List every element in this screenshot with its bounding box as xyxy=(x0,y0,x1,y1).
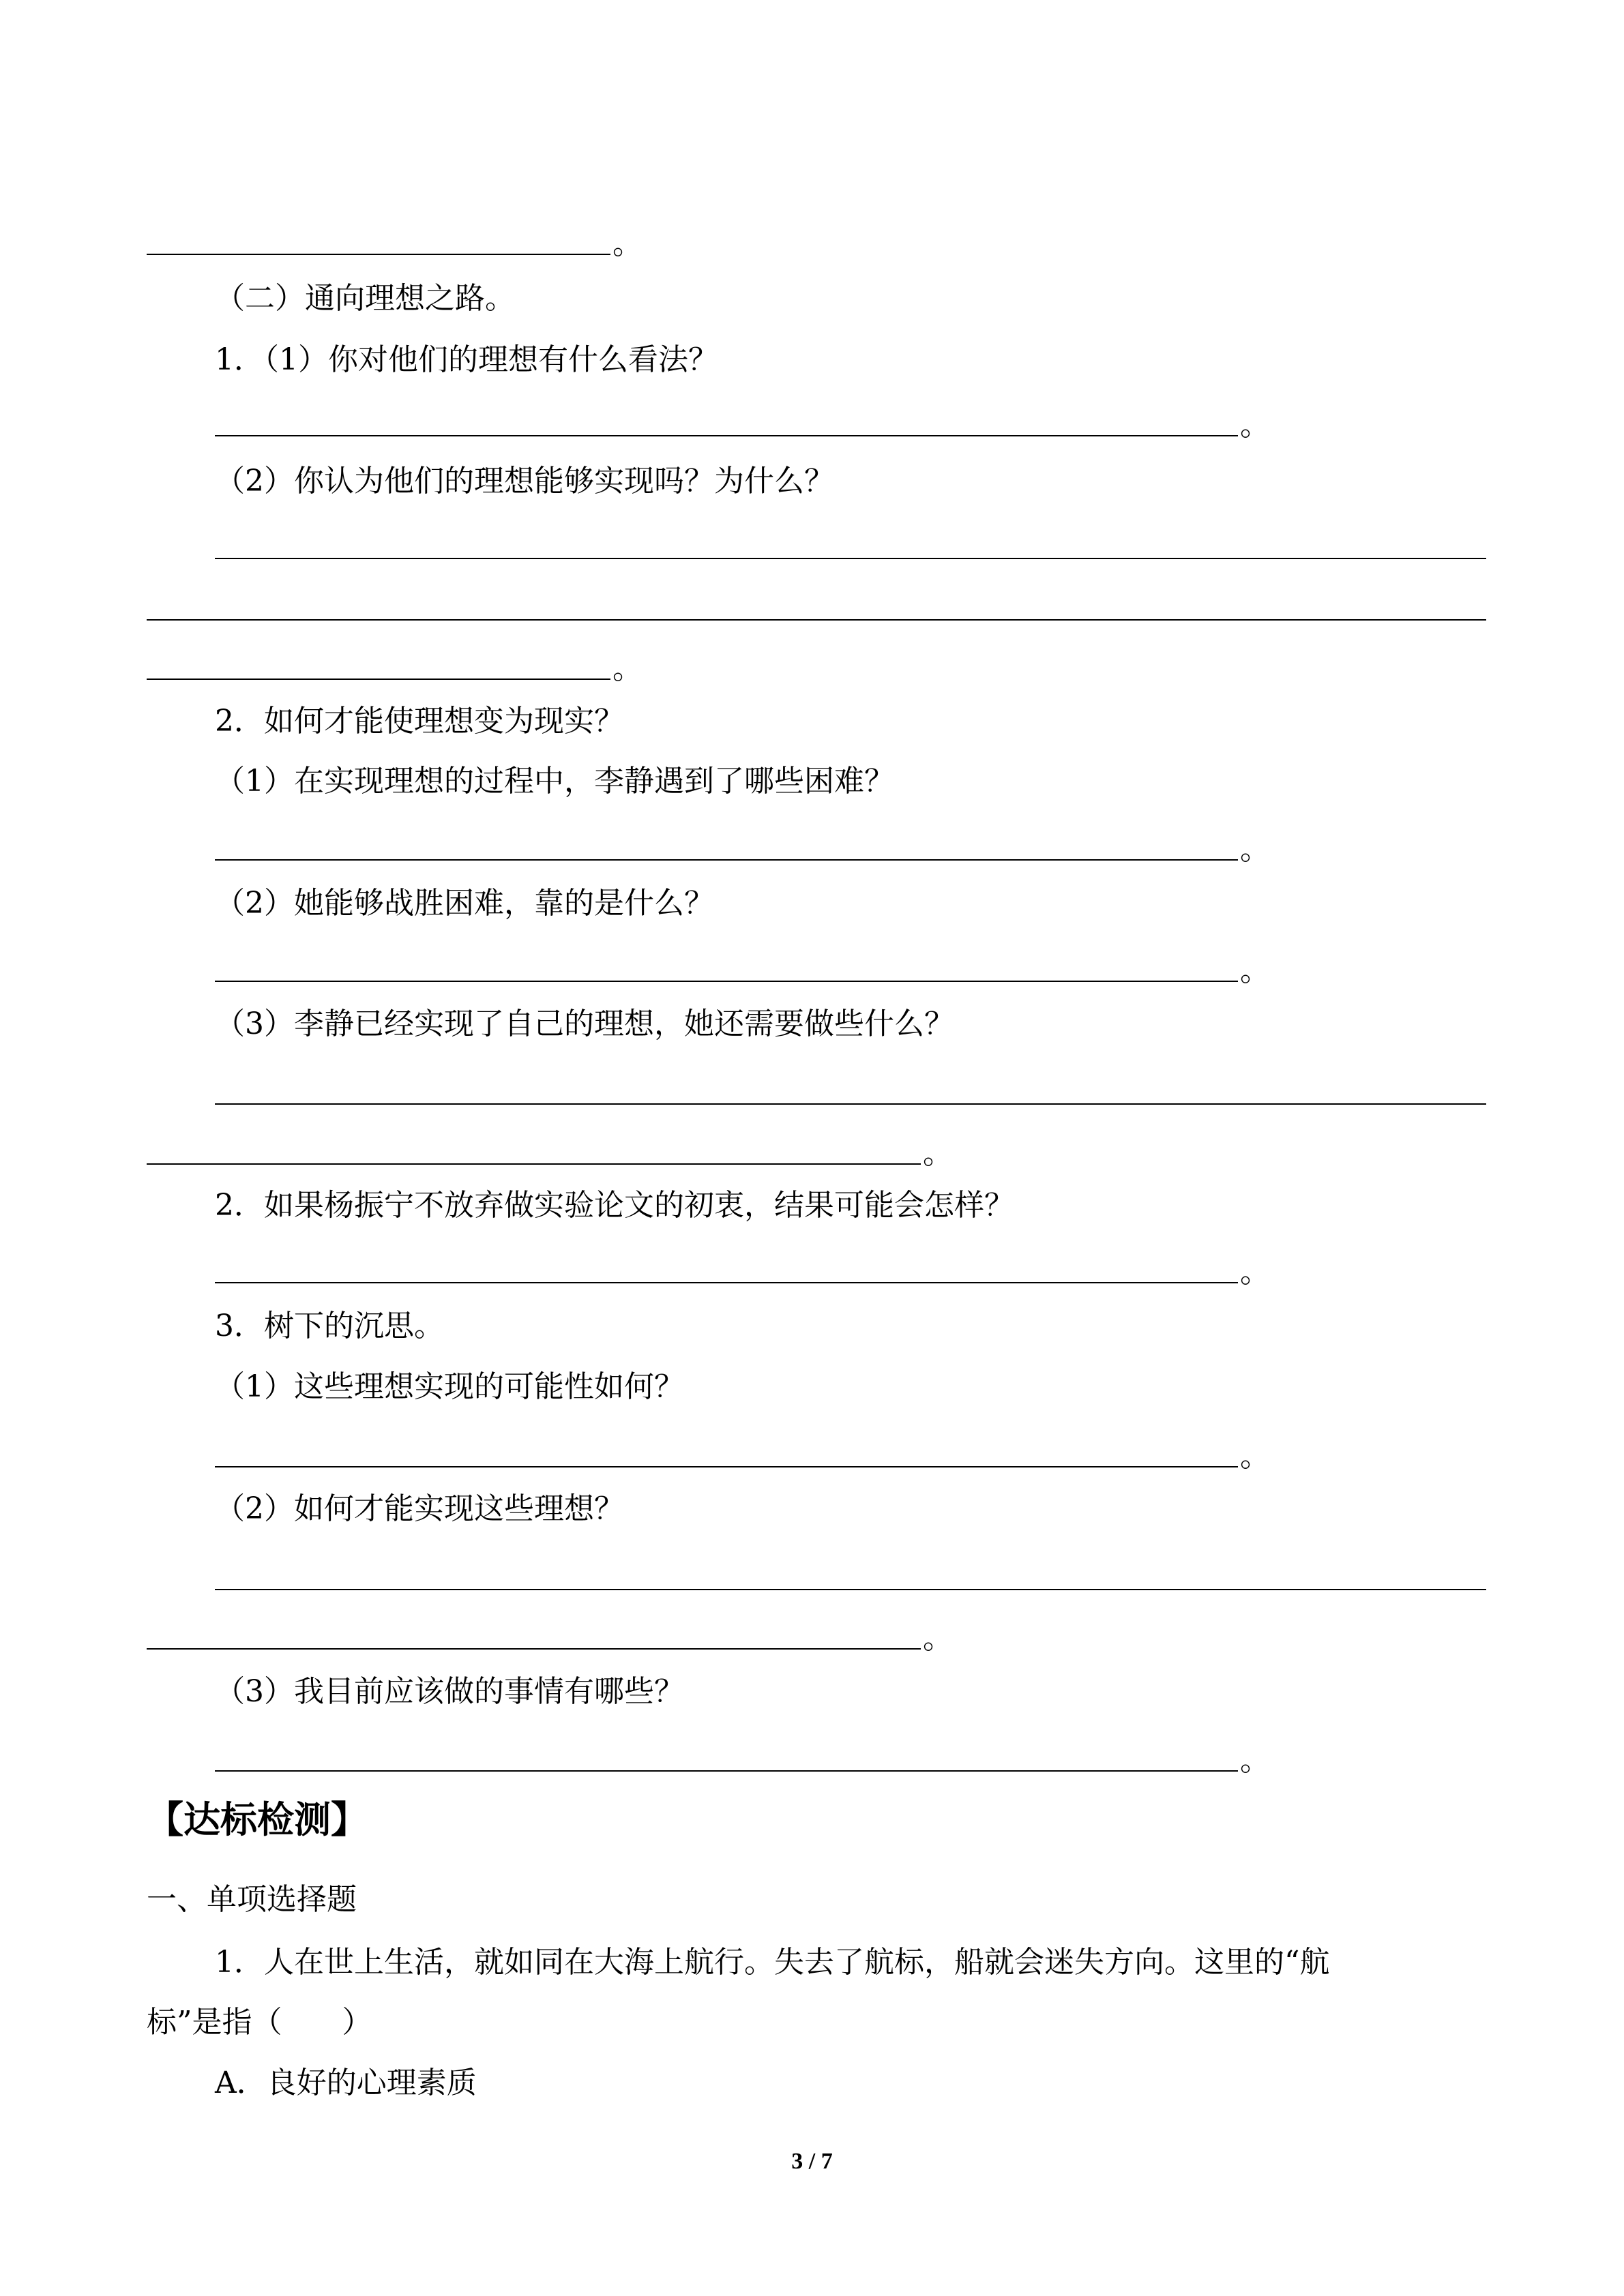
answer-line[interactable] xyxy=(215,859,1238,861)
question-text: （2）她能够战胜困难，靠的是什么？ xyxy=(215,886,714,921)
question-text: （3）李静已经实现了自己的理想，她还需要做些什么？ xyxy=(215,1007,954,1041)
answer-line[interactable] xyxy=(215,1103,1486,1105)
period-mark: 。 xyxy=(612,651,643,686)
question-text: （2）如何才能实现这些理想？ xyxy=(215,1491,624,1526)
question-text: 2．如果杨振宁不放弃做实验论文的初衷，结果可能会怎样？ xyxy=(215,1188,1014,1223)
answer-line[interactable] xyxy=(215,1282,1238,1283)
answer-line[interactable] xyxy=(147,679,610,680)
period-mark: 。 xyxy=(923,1136,953,1171)
answer-line[interactable] xyxy=(215,1770,1238,1772)
question-text: 3．树下的沉思。 xyxy=(215,1309,444,1343)
part-title: 一、单项选择题 xyxy=(147,1882,357,1917)
answer-line[interactable] xyxy=(147,619,1486,621)
question-text: （1）这些理想实现的可能性如何？ xyxy=(215,1369,684,1404)
option-a: A．良好的心理素质 xyxy=(215,2066,477,2100)
question-text: 2．如何才能使理想变为现实？ xyxy=(215,704,624,739)
answer-line[interactable] xyxy=(147,1163,921,1165)
question-text: （3）我目前应该做的事情有哪些？ xyxy=(215,1674,684,1709)
question-text: 1．（1）你对他们的理想有什么看法？ xyxy=(215,342,718,377)
answer-line[interactable] xyxy=(215,1466,1238,1467)
page-number: 3 / 7 xyxy=(791,2149,833,2174)
period-mark: 。 xyxy=(923,1621,953,1656)
section-title: （二）通向理想之路。 xyxy=(215,281,515,316)
answer-line[interactable] xyxy=(215,558,1486,559)
period-mark: 。 xyxy=(612,226,643,261)
period-mark: 。 xyxy=(1240,953,1270,988)
question-text: （1）在实现理想的过程中，李静遇到了哪些困难？ xyxy=(215,764,894,799)
period-mark: 。 xyxy=(1240,1439,1270,1474)
question-text: 标”是指（ ） xyxy=(147,2005,372,2040)
period-mark: 。 xyxy=(1240,832,1270,867)
answer-line[interactable] xyxy=(215,435,1238,436)
question-text: （2）你认为他们的理想能够实现吗？为什么？ xyxy=(215,464,834,498)
answer-line[interactable] xyxy=(147,254,610,255)
period-mark: 。 xyxy=(1240,1743,1270,1778)
answer-line[interactable] xyxy=(147,1648,921,1650)
period-mark: 。 xyxy=(1240,1255,1270,1289)
period-mark: 。 xyxy=(1240,408,1270,443)
question-text: 1．人在世上生活，就如同在大海上航行。失去了航标，船就会迷失方向。这里的“航 xyxy=(215,1945,1330,1980)
section-heading: 【达标检测】 xyxy=(147,1798,368,1841)
answer-line[interactable] xyxy=(215,981,1238,982)
answer-line[interactable] xyxy=(215,1589,1486,1590)
